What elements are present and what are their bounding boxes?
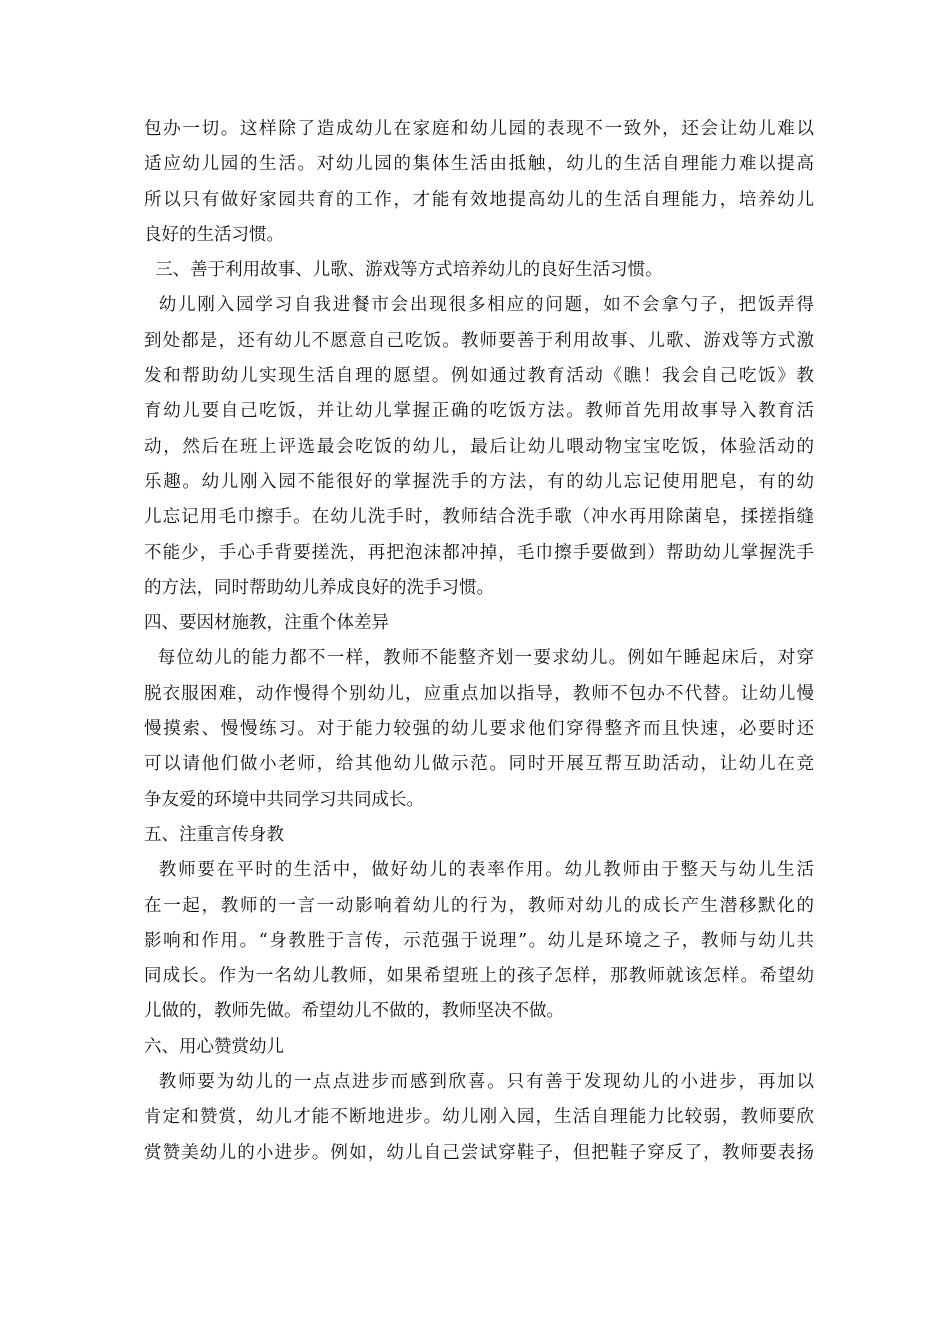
text-line: 发和帮助幼儿实现生活自理的愿望。例如通过教育活动《瞧！我会自己吃饭》教 [144, 366, 814, 387]
text-line: 脱衣服困难，动作慢得个别幼儿，应重点加以指导，教师不包办不代替。让幼儿慢 [144, 683, 814, 704]
text-line: 良好的生活习惯。 [144, 224, 284, 245]
text-line: 所以只有做好家园共育的工作，才能有效地提高幼儿的生活自理能力，培养幼儿 [144, 189, 814, 210]
section-heading-6: 六、用心赞赏幼儿 [144, 1036, 284, 1057]
text-line: 到处都是，还有幼儿不愿意自己吃饭。教师要善于利用故事、儿歌、游戏等方式激 [144, 330, 814, 351]
text-line: 包办一切。这样除了造成幼儿在家庭和幼儿园的表现不一致外，还会让幼儿难以 [144, 119, 814, 139]
text-line: 乐趣。幼儿刚入园不能很好的掌握洗手的方法，有的幼儿忘记使用肥皂，有的幼 [144, 471, 814, 492]
text-line: 可以请他们做小老师，给其他幼儿做示范。同时开展互帮互助活动，让幼儿在竞 [144, 754, 814, 775]
document-body [144, 112, 814, 1171]
text-line: 教师要在平时的生活中，做好幼儿的表率作用。幼儿教师由于整天与幼儿生活 [144, 860, 814, 881]
section-heading-5: 五、注重言传身教 [144, 824, 284, 845]
text-line: 同成长。作为一名幼儿教师，如果希望班上的孩子怎样，那教师就该怎样。希望幼 [144, 966, 814, 987]
text-line: 慢摸索、慢慢练习。对于能力较强的幼儿要求他们穿得整齐而且快速，必要时还 [144, 719, 814, 740]
text-line: 适应幼儿园的生活。对幼儿园的集体生活由抵触，幼儿的生活自理能力难以提高 [144, 154, 814, 175]
text-line: 儿忘记用毛巾擦手。在幼儿洗手时，教师结合洗手歌（冲水再用除菌皂，揉搓指缝 [144, 507, 814, 528]
text-line: 教师要为幼儿的一点点进步而感到欣喜。只有善于发现幼儿的小进步，再加以 [144, 1072, 814, 1093]
text-line: 争友爱的环境中共同学习共同成长。 [144, 789, 424, 810]
text-line: 的方法，同时帮助幼儿养成良好的洗手习惯。 [144, 577, 494, 598]
text-line: 在一起，教师的一言一动影响着幼儿的行为，教师对幼儿的成长产生潜移默化的 [144, 895, 814, 916]
text-line: 赏赞美幼儿的小进步。例如，幼儿自己尝试穿鞋子，但把鞋子穿反了，教师要表扬 [144, 1142, 814, 1163]
text-line: 肯定和赞赏，幼儿才能不断地进步。幼儿刚入园，生活自理能力比较弱，教师要欣 [144, 1107, 814, 1128]
text-line: 幼儿刚入园学习自我进餐市会出现很多相应的问题，如不会拿勺子，把饭弄得 [144, 295, 814, 316]
text-line: 不能少，手心手背要搓洗，再把泡沫都冲掉，毛巾擦手要做到）帮助幼儿掌握洗手 [144, 542, 814, 563]
text-line: 影响和作用。“身教胜于言传，示范强于说理”。幼儿是环境之子，教师与幼儿共 [144, 930, 814, 951]
section-heading-4: 四、要因材施教，注重个体差异 [144, 613, 389, 634]
section-heading-3: 三、善于利用故事、儿歌、游戏等方式培养幼儿的良好生活习惯。 [144, 260, 663, 281]
text-line: 育幼儿要自己吃饭，并让幼儿掌握正确的吃饭方法。教师首先用故事导入教育活 [144, 401, 814, 422]
text-line: 每位幼儿的能力都不一样，教师不能整齐划一要求幼儿。例如午睡起床后，对穿 [144, 648, 814, 669]
text-line: 动，然后在班上评选最会吃饭的幼儿，最后让幼儿喂动物宝宝吃饭，体验活动的 [144, 436, 814, 457]
text-line: 儿做的，教师先做。希望幼儿不做的，教师坚决不做。 [144, 1001, 564, 1022]
